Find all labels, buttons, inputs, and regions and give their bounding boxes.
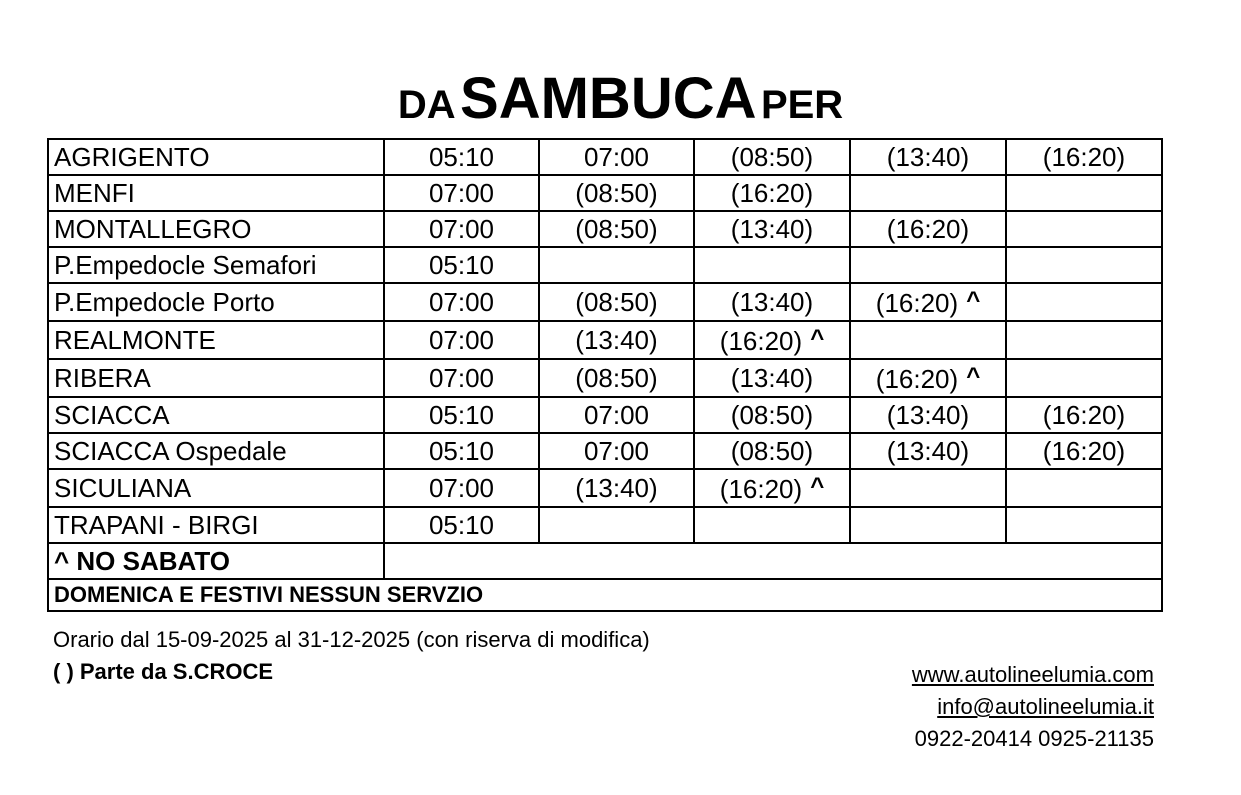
destination-cell: P.Empedocle Porto: [48, 283, 384, 321]
time-cell: [539, 469, 694, 507]
time-cell: [384, 321, 539, 359]
departure-time: (16:20): [1042, 400, 1126, 430]
time-cell: [694, 247, 850, 283]
departure-time: 05:10: [428, 250, 495, 280]
time-cell: [539, 359, 694, 397]
timetable-body: [48, 139, 1162, 543]
table-row: [48, 469, 1162, 507]
departure-time: (08:50): [730, 400, 814, 430]
time-cell: [850, 175, 1006, 211]
time-cell: [1006, 211, 1162, 247]
departure-time: (08:50): [730, 142, 814, 172]
time-cell: [1006, 283, 1162, 321]
time-cell: [384, 283, 539, 321]
departure-time: 07:00: [428, 178, 495, 208]
destination-cell: RIBERA: [48, 359, 384, 397]
departure-time: (08:50): [730, 436, 814, 466]
departure-time: (13:40): [575, 473, 658, 503]
page-title: [0, 66, 1241, 131]
title-suffix: PER: [760, 83, 844, 127]
phone-numbers: 0922-20414 0925-21135: [914, 726, 1154, 751]
time-cell: [694, 139, 850, 175]
time-cell: [1006, 321, 1162, 359]
time-cell: [850, 139, 1006, 175]
time-cell: [850, 507, 1006, 543]
departure-time: 07:00: [428, 473, 495, 503]
destination-cell: SICULIANA: [48, 469, 384, 507]
time-cell: [850, 247, 1006, 283]
time-cell: [850, 283, 1006, 321]
departure-time: (16:20): [1042, 436, 1126, 466]
time-cell: [539, 507, 694, 543]
time-cell: [1006, 175, 1162, 211]
time-cell: [384, 507, 539, 543]
departure-time: (16:20): [719, 326, 803, 356]
time-cell: [384, 433, 539, 469]
origin-note: ( ) Parte da S.CROCE: [53, 659, 274, 684]
departure-time: 07:00: [583, 142, 650, 172]
destination-cell: TRAPANI - BIRGI: [48, 507, 384, 543]
destination-cell: SCIACCA: [48, 397, 384, 433]
time-cell: [694, 397, 850, 433]
departure-time: 05:10: [428, 400, 495, 430]
time-cell: [850, 469, 1006, 507]
no-saturday-marker: ^: [810, 473, 825, 500]
departure-time: (13:40): [886, 400, 970, 430]
time-cell: [384, 247, 539, 283]
sunday-note: DOMENICA E FESTIVI NESSUN SERVZIO: [48, 579, 1162, 611]
departure-time: (08:50): [575, 214, 658, 244]
time-cell: [539, 321, 694, 359]
departure-time: (16:20): [875, 364, 959, 394]
departure-time: 05:10: [428, 510, 495, 540]
no-saturday-marker: ^: [810, 325, 825, 352]
no-saturday-marker: ^: [966, 363, 981, 390]
destination-cell: MONTALLEGRO: [48, 211, 384, 247]
time-cell: [384, 469, 539, 507]
departure-time: (16:20): [1042, 142, 1126, 172]
time-cell: [1006, 433, 1162, 469]
time-cell: [384, 359, 539, 397]
time-cell: [850, 321, 1006, 359]
time-cell: [1006, 507, 1162, 543]
time-cell: [539, 247, 694, 283]
time-cell: [850, 359, 1006, 397]
departure-time: 07:00: [583, 436, 650, 466]
departure-time: 07:00: [428, 287, 495, 317]
time-cell: [1006, 247, 1162, 283]
departure-time: (13:40): [575, 325, 658, 355]
departure-time: (16:20): [730, 178, 814, 208]
time-cell: [850, 211, 1006, 247]
departure-time: 07:00: [428, 325, 495, 355]
table-row: [48, 247, 1162, 283]
time-cell: [539, 433, 694, 469]
time-cell: [539, 139, 694, 175]
time-cell: [539, 175, 694, 211]
destination-cell: P.Empedocle Semafori: [48, 247, 384, 283]
departure-time: (13:40): [730, 287, 814, 317]
departure-time: (16:20): [875, 288, 959, 318]
departure-time: (16:20): [886, 214, 970, 244]
time-cell: [1006, 397, 1162, 433]
time-cell: [694, 359, 850, 397]
time-cell: [384, 211, 539, 247]
no-saturday-empty-cell: [384, 543, 1162, 579]
departure-time: (08:50): [575, 287, 658, 317]
title-prefix: DA: [397, 83, 456, 127]
table-row: [48, 211, 1162, 247]
destination-cell: SCIACCA Ospedale: [48, 433, 384, 469]
time-cell: [694, 321, 850, 359]
email-link[interactable]: info@autolineelumia.it: [937, 694, 1154, 719]
destination-cell: REALMONTE: [48, 321, 384, 359]
time-cell: [850, 433, 1006, 469]
website-link[interactable]: www.autolineelumia.com: [911, 662, 1154, 687]
departure-time: 07:00: [428, 363, 495, 393]
table-row: [48, 397, 1162, 433]
time-cell: [539, 211, 694, 247]
table-row: [48, 321, 1162, 359]
departure-time: (16:20): [719, 474, 803, 504]
table-row: [48, 139, 1162, 175]
departure-time: (13:40): [886, 142, 970, 172]
validity-note: Orario dal 15-09-2025 al 31-12-2025 (con riserva di modifica): [53, 627, 650, 652]
no-saturday-marker: ^: [966, 287, 981, 314]
table-row: [48, 507, 1162, 543]
time-cell: [850, 397, 1006, 433]
time-cell: [384, 139, 539, 175]
timetable: [47, 138, 1163, 612]
departure-time: (08:50): [575, 363, 658, 393]
table-row: [48, 433, 1162, 469]
time-cell: [1006, 359, 1162, 397]
departure-time: 07:00: [583, 400, 650, 430]
departure-time: 07:00: [428, 214, 495, 244]
departure-time: 05:10: [428, 436, 495, 466]
time-cell: [539, 397, 694, 433]
note-row-no-saturday: [48, 543, 1162, 579]
no-saturday-note: ^ NO SABATO: [48, 543, 384, 579]
time-cell: [694, 507, 850, 543]
contacts: [912, 659, 1154, 755]
time-cell: [1006, 469, 1162, 507]
time-cell: [539, 283, 694, 321]
time-cell: [694, 175, 850, 211]
time-cell: [694, 211, 850, 247]
table-row: [48, 283, 1162, 321]
departure-time: (13:40): [886, 436, 970, 466]
time-cell: [694, 469, 850, 507]
destination-cell: AGRIGENTO: [48, 139, 384, 175]
time-cell: [384, 175, 539, 211]
departure-time: (08:50): [575, 178, 658, 208]
note-row-sunday: [48, 579, 1162, 611]
destination-cell: MENFI: [48, 175, 384, 211]
departure-time: 05:10: [428, 142, 495, 172]
departure-time: (13:40): [730, 363, 814, 393]
departure-time: (13:40): [730, 214, 814, 244]
table-row: [48, 359, 1162, 397]
table-row: [48, 175, 1162, 211]
time-cell: [384, 397, 539, 433]
time-cell: [694, 283, 850, 321]
time-cell: [694, 433, 850, 469]
time-cell: [1006, 139, 1162, 175]
title-town: SAMBUCA: [460, 66, 757, 131]
